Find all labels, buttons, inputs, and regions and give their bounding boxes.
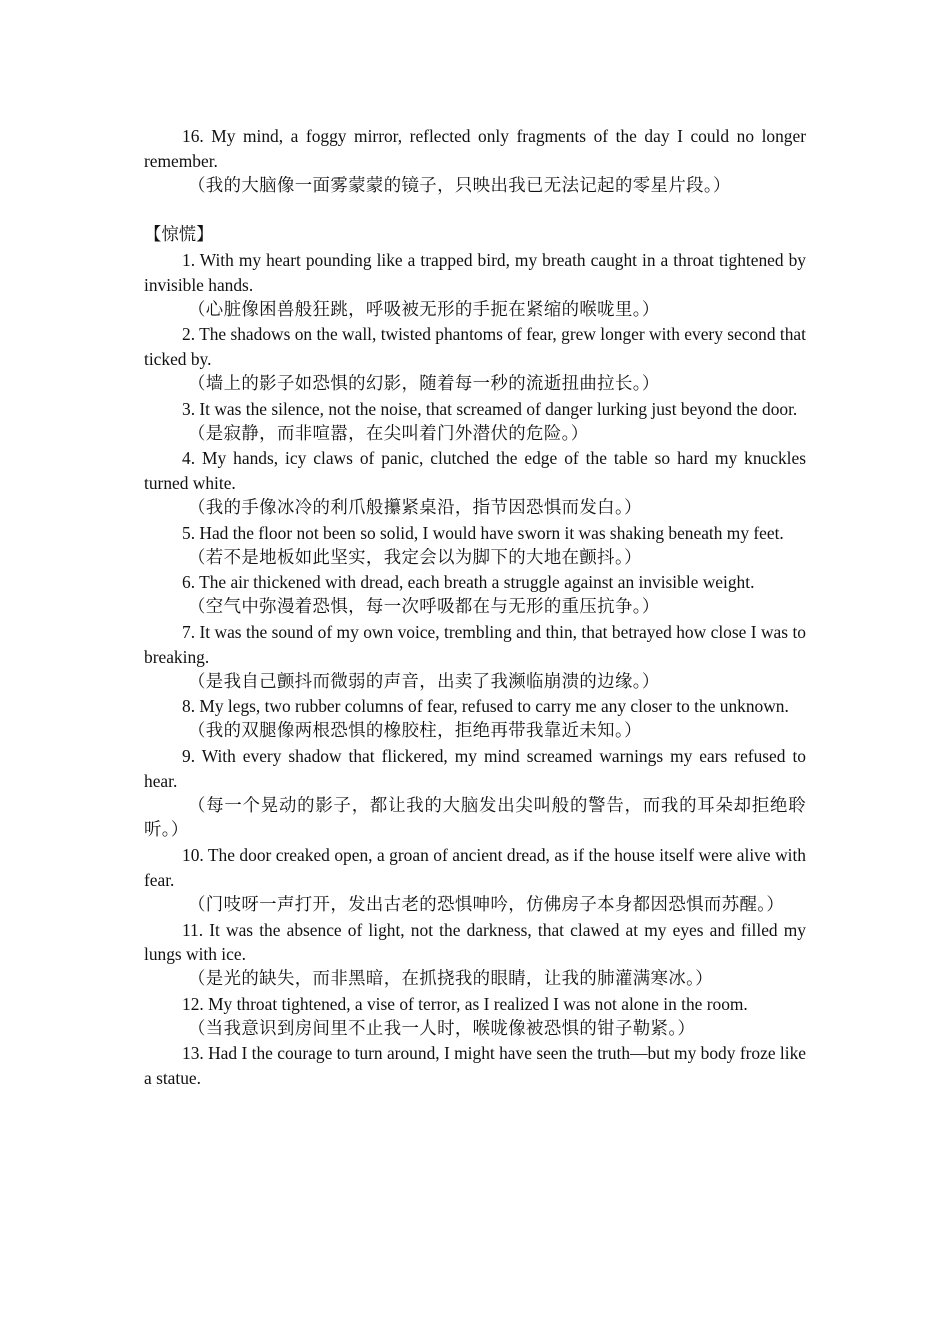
entry-16-english: 16. My mind, a foggy mirror, reflected only fragments of the day I could no longer remember. xyxy=(144,126,806,171)
entry-7-chinese: （是我自己颤抖而微弱的声音，出卖了我濒临崩溃的边缘。） xyxy=(188,671,660,692)
entry-16-chinese: （我的大脑像一面雾蒙蒙的镜子，只映出我已无法记起的零星片段。） xyxy=(188,175,731,196)
entry-1-chinese: （心脏像困兽般狂跳，呼吸被无形的手扼在紧缩的喉咙里。） xyxy=(188,299,660,320)
entry-3-chinese: （是寂静，而非喧嚣，在尖叫着门外潜伏的危险。） xyxy=(188,423,589,444)
entry-3-english: 3. It was the silence, not the noise, that screamed of danger lurking just beyond the door. xyxy=(182,398,798,419)
entry-5-chinese: （若不是地板如此坚实，我定会以为脚下的大地在颤抖。） xyxy=(188,547,642,568)
entry-2-chinese: （墙上的影子如恐惧的幻影，随着每一秒的流逝扭曲拉长。） xyxy=(188,373,660,394)
entry-11-english: 11. It was the absence of light, not the darkness, that clawed at my eyes and filled my lungs with ice. xyxy=(144,919,806,965)
entry-2-english: 2. The shadows on the wall, twisted phantoms of fear, grew longer with every second that ticked by. xyxy=(144,324,806,370)
entry-8-chinese: （我的双腿像两根恐惧的橡胶柱，拒绝再带我靠近未知。） xyxy=(188,721,642,742)
entry-9-chinese: （每一个晃动的影子，都让我的大脑发出尖叫般的警告，而我的耳朵却拒绝聆听。） xyxy=(144,795,806,841)
entry-4-chinese: （我的手像冰冷的利爪般攥紧桌沿，指节因恐惧而发白。） xyxy=(188,497,642,518)
entry-7-english: 7. It was the sound of my own voice, trembling and thin, that betrayed how close I was to breaking. xyxy=(144,621,806,667)
section-heading: 【惊慌】 xyxy=(144,225,214,246)
entry-5-english: 5. Had the floor not been so solid, I would have sworn it was shaking beneath my feet. xyxy=(182,522,784,543)
entry-10-english: 10. The door creaked open, a groan of ancient dread, as if the house itself were alive with fear. xyxy=(144,845,806,890)
paragraph-gap xyxy=(144,198,806,223)
entry-10-chinese: （门吱呀一声打开，发出古老的恐惧呻吟，仿佛房子本身都因恐惧而苏醒。） xyxy=(188,894,785,915)
entry-12-chinese: （当我意识到房间里不止我一人时，喉咙像被恐惧的钳子勒紧。） xyxy=(188,1018,696,1039)
entry-12-english: 12. My throat tightened, a vise of terror, as I realized I was not alone in the room. xyxy=(182,993,748,1014)
entry-6-english: 6. The air thickened with dread, each breath a struggle against an invisible weight. xyxy=(182,572,755,593)
entry-9-english: 9. With every shadow that flickered, my mind screamed warnings my ears refused to hear. xyxy=(144,745,806,791)
entry-1-english: 1. With my heart pounding like a trapped bird, my breath caught in a throat tightened by invisible hands. xyxy=(144,249,806,295)
entry-8-english: 8. My legs, two rubber columns of fear, refused to carry me any closer to the unknown. xyxy=(182,696,789,717)
entry-4-english: 4. My hands, icy claws of panic, clutched the edge of the table so hard my knuckles turned white. xyxy=(144,448,806,494)
document-page xyxy=(144,124,806,1091)
entry-11-chinese: （是光的缺失，而非黑暗，在抓挠我的眼睛，让我的肺灌满寒冰。） xyxy=(188,969,714,990)
entry-13-english: 13. Had I the courage to turn around, I might have seen the truth—but my body froze like a statue. xyxy=(144,1043,806,1089)
entry-6-chinese: （空气中弥漫着恐惧，每一次呼吸都在与无形的重压抗争。） xyxy=(188,597,660,618)
